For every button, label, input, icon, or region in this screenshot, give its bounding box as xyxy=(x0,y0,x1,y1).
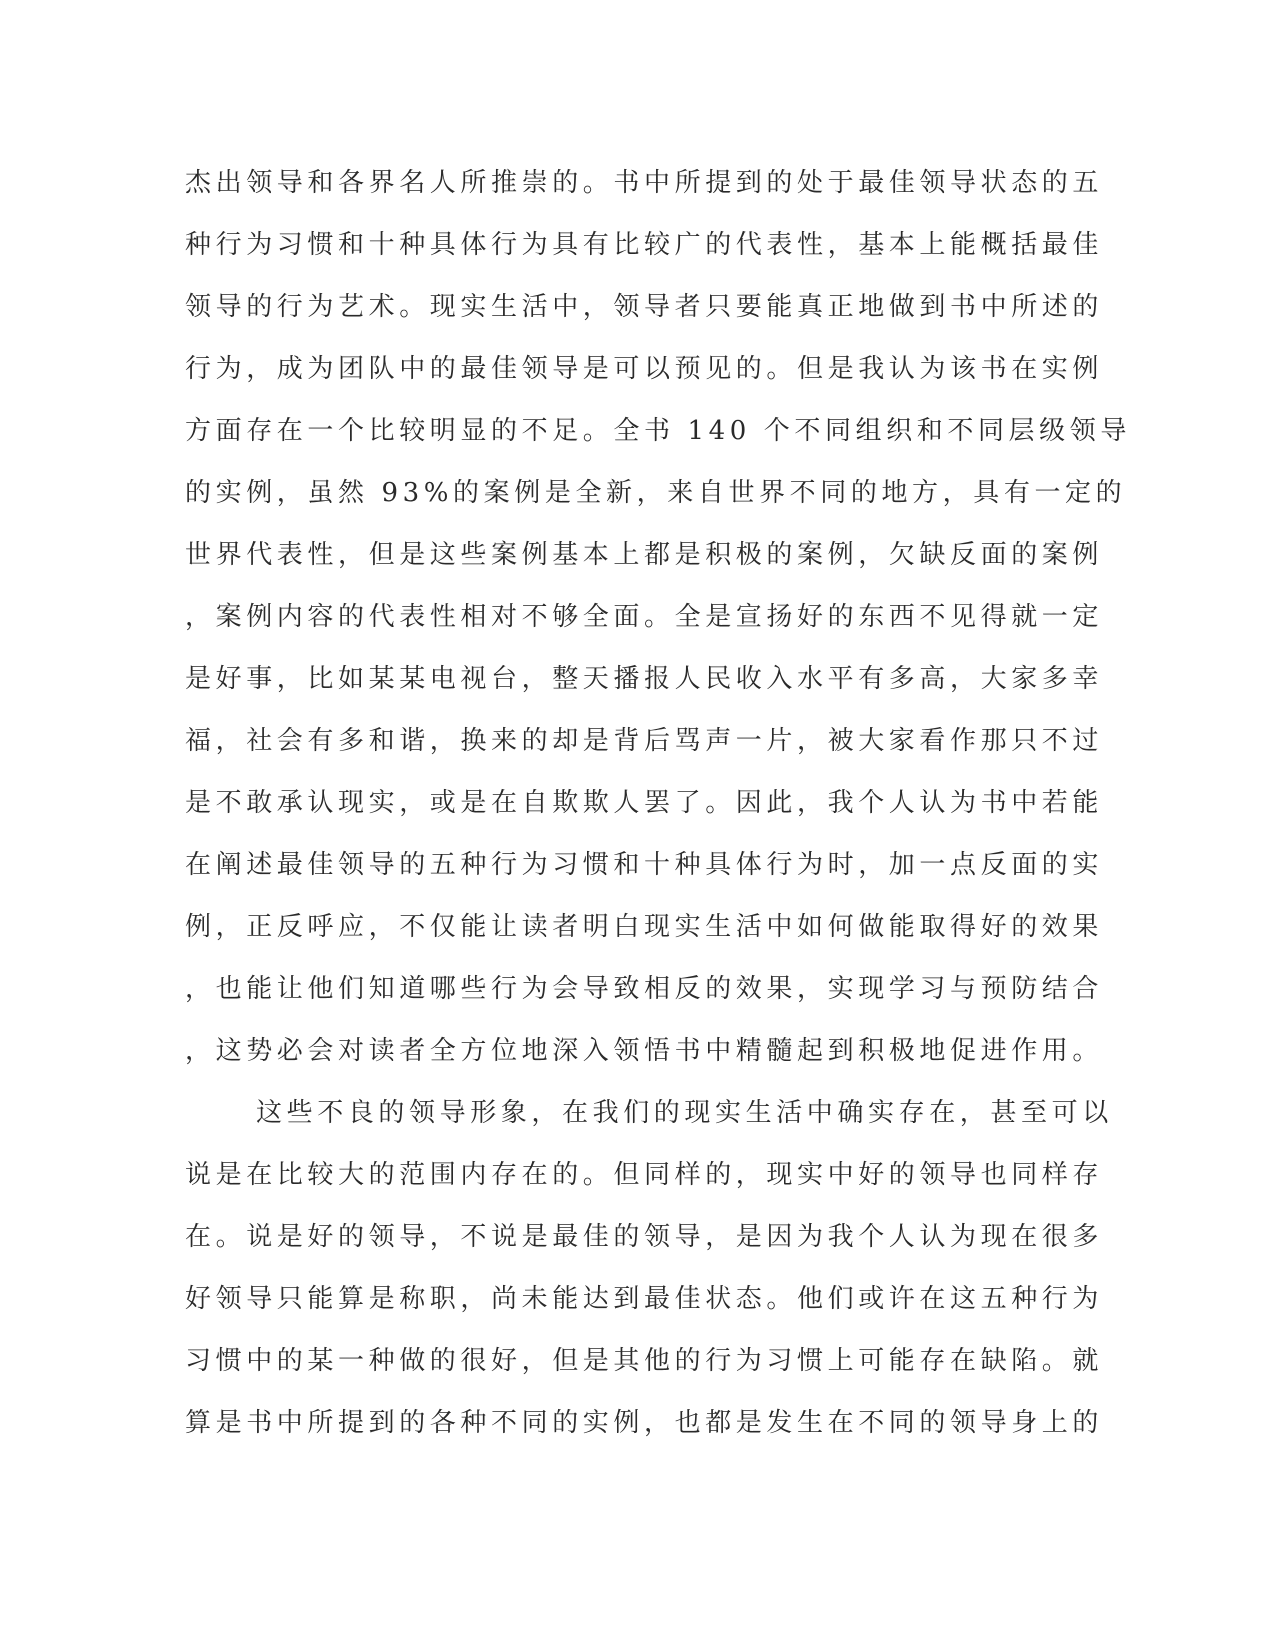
text-line: 是好事，比如某某电视台，整天播报人民收入水平有多高，大家多幸 xyxy=(185,664,1104,694)
text-line: 习惯中的某一种做的很好，但是其他的行为习惯上可能存在缺陷。就 xyxy=(185,1346,1104,1376)
text-line: 方面存在一个比较明显的不足。全书 140 个不同组织和不同层级领导 xyxy=(185,416,1131,446)
text-line: 在。说是好的领导，不说是最佳的领导，是因为我个人认为现在很多 xyxy=(185,1222,1104,1252)
text-line: 领导的行为艺术。现实生活中，领导者只要能真正地做到书中所述的 xyxy=(185,292,1104,322)
text-line: 世界代表性，但是这些案例基本上都是积极的案例，欠缺反面的案例 xyxy=(185,540,1104,570)
text-line: 是不敢承认现实，或是在自欺欺人罢了。因此，我个人认为书中若能 xyxy=(185,788,1104,818)
text-line: 杰出领导和各界名人所推崇的。书中所提到的处于最佳领导状态的五 xyxy=(185,168,1104,198)
text-line: ，案例内容的代表性相对不够全面。全是宣扬好的东西不见得就一定 xyxy=(185,602,1104,632)
text-line: 福，社会有多和谐，换来的却是背后骂声一片，被大家看作那只不过 xyxy=(185,726,1104,756)
text-line: 说是在比较大的范围内存在的。但同样的，现实中好的领导也同样存 xyxy=(185,1160,1104,1190)
text-line: 好领导只能算是称职，尚未能达到最佳状态。他们或许在这五种行为 xyxy=(185,1284,1104,1314)
body-text xyxy=(185,152,1131,1454)
text-line: 在阐述最佳领导的五种行为习惯和十种具体行为时，加一点反面的实 xyxy=(185,850,1104,880)
text-line: ，也能让他们知道哪些行为会导致相反的效果，实现学习与预防结合 xyxy=(185,974,1104,1004)
text-line: 行为，成为团队中的最佳领导是可以预见的。但是我认为该书在实例 xyxy=(185,354,1104,384)
text-line: 的实例，虽然 93%的案例是全新，来自世界不同的地方，具有一定的 xyxy=(185,478,1127,508)
text-line: 例，正反呼应，不仅能让读者明白现实生活中如何做能取得好的效果 xyxy=(185,912,1104,942)
paragraph-start-line: 这些不良的领导形象，在我们的现实生活中确实存在，甚至可以 xyxy=(256,1098,1113,1128)
text-line: ，这势必会对读者全方位地深入领悟书中精髓起到积极地促进作用。 xyxy=(185,1036,1104,1066)
text-line: 算是书中所提到的各种不同的实例，也都是发生在不同的领导身上的 xyxy=(185,1408,1104,1438)
text-line: 种行为习惯和十种具体行为具有比较广的代表性，基本上能概括最佳 xyxy=(185,230,1104,260)
